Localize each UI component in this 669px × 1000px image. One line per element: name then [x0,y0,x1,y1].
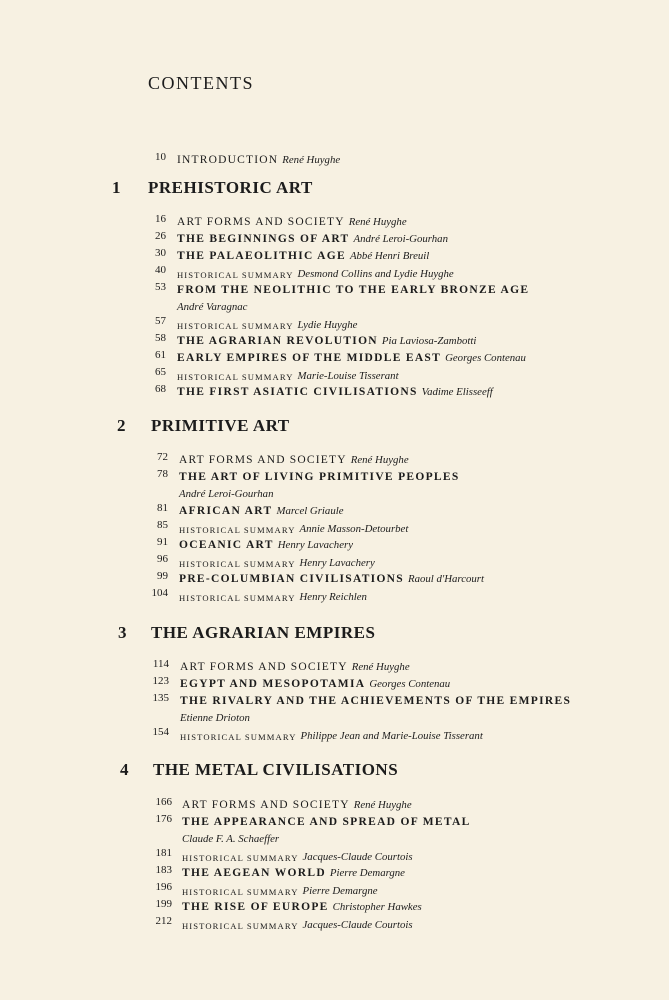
entry-author: René Huyghe [282,154,341,166]
entry-author: Vadime Elisseeff [421,386,493,398]
entry-page-number: 85 [157,519,168,531]
entry-page-number: 81 [157,502,168,514]
part-title: THE METAL CIVILISATIONS [153,760,399,779]
entry-title: HISTORICAL SUMMARY [179,525,296,535]
entry-page-number: 114 [152,658,169,670]
entry-author: René Huyghe [348,216,407,228]
entry-title: ART FORMS AND SOCIETY [177,216,345,228]
entry-author: René Huyghe [350,454,409,466]
entry-author: Marcel Griaule [276,505,344,517]
entry-page-number: 91 [157,536,168,548]
part-number: 3 [118,623,127,642]
entry-title: ART FORMS AND SOCIETY [182,799,350,811]
entry-page-number: 181 [155,847,172,859]
entry-page-number: 135 [152,692,169,704]
part-title: THE AGRARIAN EMPIRES [151,623,376,642]
part-number: 4 [120,760,129,779]
entry-title: EGYPT AND MESOPOTAMIA [180,678,366,690]
entry-page-number: 30 [155,247,166,259]
entry-author: Christopher Hawkes [332,901,422,913]
entry-author: Desmond Collins and Lydie Huyghe [297,268,454,280]
entry-page-number: 65 [155,366,166,378]
entry-title: THE RIVALRY AND THE ACHIEVEMENTS OF THE EMPIRES [180,695,572,707]
entry-page-number: 104 [151,587,168,599]
entry-page-number: 176 [155,813,172,825]
entry-page-number: 154 [152,726,169,738]
entry-author: Abbé Henri Breuil [349,250,430,262]
entry-title: AFRICAN ART [179,505,273,517]
entry-author: Raoul d'Harcourt [408,573,484,585]
entry-page-number: 183 [155,864,172,876]
entry-page-number: 40 [155,264,166,276]
entry-page-number: 53 [155,281,166,293]
part-number: 2 [117,416,126,435]
entry-page-number: 196 [155,881,172,893]
entry-title: INTRODUCTION [177,154,279,166]
entry-page-number: 199 [155,898,172,910]
entry-title: HISTORICAL SUMMARY [182,921,299,931]
entry-author: Philippe Jean and Marie-Louise Tisserant [300,730,483,742]
entry-author: Marie-Louise Tisserant [297,370,399,382]
entry-author: Annie Masson-Detourbet [299,523,409,535]
entry-title: THE AGRARIAN REVOLUTION [177,335,378,347]
entry-author: Pia Laviosa-Zambotti [381,335,477,347]
part-title: PRIMITIVE ART [151,416,290,435]
entry-title: ART FORMS AND SOCIETY [180,661,348,673]
entry-title: THE FIRST ASIATIC CIVILISATIONS [177,386,418,398]
entry-title: HISTORICAL SUMMARY [179,559,296,569]
entry-author: Lydie Huyghe [297,319,358,331]
entry-page-number: 166 [155,796,172,808]
entry-title: HISTORICAL SUMMARY [177,372,294,382]
entry-page-number: 72 [157,451,168,463]
entry-title: THE RISE OF EUROPE [182,901,329,913]
entry-page-number: 57 [155,315,166,327]
entry-title: THE BEGINNINGS OF ART [177,233,350,245]
entry-title: THE AEGEAN WORLD [182,867,326,879]
entry-page-number: 78 [157,468,168,480]
entry-title: HISTORICAL SUMMARY [182,887,299,897]
entry-page-number: 96 [157,553,168,565]
entry-author: Jacques-Claude Courtois [302,851,413,863]
entry-page-number: 123 [152,675,169,687]
entry-author: Henry Lavachery [299,557,375,569]
entry-title: HISTORICAL SUMMARY [177,270,294,280]
entry-title: THE APPEARANCE AND SPREAD OF METAL [182,816,471,828]
entry-title: PRE-COLUMBIAN CIVILISATIONS [179,573,404,585]
entry-page-number: 68 [155,383,166,395]
entry-page-number: 212 [155,915,172,927]
entry-author: René Huyghe [353,799,412,811]
entry-page-number: 99 [157,570,168,582]
page-title: CONTENTS [148,73,254,93]
entry-author: André Varagnac [177,301,248,313]
entry-title: HISTORICAL SUMMARY [180,732,297,742]
entry-title: HISTORICAL SUMMARY [179,593,296,603]
entry-title: EARLY EMPIRES OF THE MIDDLE EAST [177,352,442,364]
entry-page-number: 10 [155,151,166,163]
entry-page-number: 61 [155,349,166,361]
entry-author: André Leroi-Gourhan [179,488,274,500]
entry-author: Jacques-Claude Courtois [302,919,413,931]
entry-title: HISTORICAL SUMMARY [182,853,299,863]
part-title: PREHISTORIC ART [148,178,313,197]
entry-author: Georges Contenau [445,352,526,364]
entry-title: HISTORICAL SUMMARY [177,321,294,331]
entry-author: René Huyghe [351,661,410,673]
entry-author: Etienne Drioton [180,712,250,724]
entry-title: FROM THE NEOLITHIC TO THE EARLY BRONZE AGE [177,284,530,296]
entry-title: THE PALAEOLITHIC AGE [177,250,346,262]
entry-page-number: 58 [155,332,166,344]
entry-author: Henry Lavachery [277,539,353,551]
part-number: 1 [112,178,121,197]
entry-author: Claude F. A. Schaeffer [182,833,280,845]
entry-author: Pierre Demargne [329,867,405,879]
entry-page-number: 16 [155,213,166,225]
entry-author: Pierre Demargne [302,885,378,897]
entry-title: OCEANIC ART [179,539,274,551]
entry-title: ART FORMS AND SOCIETY [179,454,347,466]
entry-author: Georges Contenau [369,678,451,690]
entry-author: Henry Reichlen [299,591,367,603]
entry-title: THE ART OF LIVING PRIMITIVE PEOPLES [179,471,460,483]
entry-page-number: 26 [155,230,166,242]
entry-author: André Leroi-Gourhan [353,233,448,245]
